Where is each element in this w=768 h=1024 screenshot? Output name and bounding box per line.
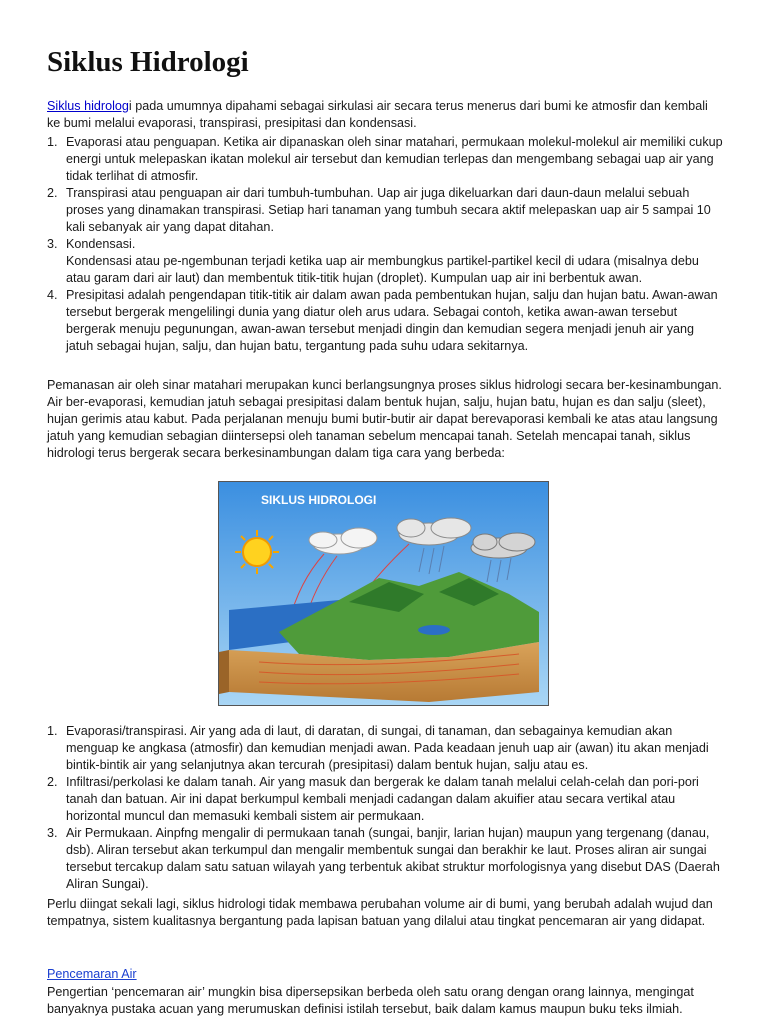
intro-text: i pada umumnya dipahami sebagai sirkulasi air secara terus menerus dari bumi ke atmosfir dan kembali ke bumi melalui evaporasi, transpirasi, presipitasi dan kondensasi. xyxy=(47,99,708,130)
list-subtext: Kondensasi atau pe-ngembunan terjadi ketika uap air membungkus partikel-partikel kecil di udara (misalnya debu atau garam dari air laut) dan membentuk titik-titik hujan (droplet). Kumpulan uap air ini berbentuk awan. xyxy=(66,254,699,285)
siklus-hidrologi-link[interactable]: Siklus hidrolog xyxy=(47,99,129,113)
lake xyxy=(418,625,450,635)
list-number: 2. xyxy=(47,186,58,200)
page-title: Siklus Hidrologi xyxy=(47,46,249,78)
list-text: Evaporasi/transpirasi. Air yang ada di laut, di daratan, di sungai, di tanaman, dan sebagainya kemudian akan menguap ke angkasa (atmosfir) dan kemudian menjadi awan. Pada keadaan jenuh uap air (awan) itu akan menjadi bintik-bintik air yang selanjutnya akan tercurah (presipitasi) dalam bentuk hujan, salju atau es. xyxy=(66,724,709,772)
list-number: 1. xyxy=(47,724,58,738)
list-number: 4. xyxy=(47,288,58,302)
process-list xyxy=(47,134,723,355)
paragraph-perlu-diingat: Perlu diingat sekali lagi, siklus hidrologi tidak membawa perubahan volume air di bumi, yang berubah adalah wujud dan tempatnya, sistem kualitasnya bergantung pada lapisan batuan yang dilalui atau tingkat pencemaran air yang didapat. xyxy=(47,897,713,928)
list-text: Air Permukaan. Ainpfng mengalir di permukaan tanah (sungai, banjir, larian hujan) maupun yang tergenang (danau, dsb). Aliran tersebut akan terkumpul dan mengalir membentuk sungai dan berakhir ke laut. Proses aliran air sungai tersebut tercakup dalam satu satuan wilayah yang terbentuk akibat struktur morfologisnya yang disebut DAS (Daerah Aliran Sungai). xyxy=(66,826,720,891)
pencemaran-air-link[interactable]: Pencemaran Air xyxy=(47,967,137,981)
list-text: Evaporasi atau penguapan. Ketika air dipanaskan oleh sinar matahari, permukaan molekul-molekul air memiliki cukup energi untuk melepaskan ikatan molekul air tersebut dan kemudian terlepas dan mengembang sebagai uap air yang tidak terlihat di atmosfir. xyxy=(66,135,723,183)
hydrologic-cycle-illustration xyxy=(219,482,548,705)
list-text: Presipitasi adalah pengendapan titik-titik air dalam awan pada pembentukan hujan, salju dan hujan batu. Awan-awan tersebut bergerak mengelilingi dunia yang diatur oleh arus udara. Sebagai contoh, ketika awan-awan tersebut bergerak menuju pegunungan, awan-awan tersebut menjadi dingin dan kemudian segera menjadi jenuh air yang jatuh sebagai hujan, salju, dan hujan batu, tergantung pada suhu udara sekitarnya. xyxy=(66,288,718,353)
list-item xyxy=(47,236,723,287)
intro-paragraph xyxy=(47,98,723,132)
ground-process-list xyxy=(47,723,723,893)
list-item xyxy=(47,185,723,236)
list-number: 3. xyxy=(47,826,58,840)
section-heading xyxy=(47,966,723,983)
hydrologic-cycle-figure xyxy=(218,481,549,706)
list-number: 1. xyxy=(47,135,58,149)
list-item xyxy=(47,774,723,825)
list-item xyxy=(47,134,723,185)
soil-side xyxy=(219,650,229,694)
list-text: Kondensasi. xyxy=(66,237,136,251)
list-text: Transpirasi atau penguapan air dari tumbuh-tumbuhan. Uap air juga dikeluarkan dari daun-daun melalui sebuah proses yang dinamakan transpirasi. Setiap hari tanaman yang tumbuh secara aktif melepaskan uap air 5 sampai 10 kali sebanyak air yang dapat ditahan. xyxy=(66,186,711,234)
list-number: 3. xyxy=(47,237,58,251)
figure-title: SIKLUS HIDROLOGI xyxy=(261,493,377,507)
list-item xyxy=(47,723,723,774)
paragraph-pencemaran: Pengertian ‘pencemaran air’ mungkin bisa dipersepsikan berbeda oleh satu orang dengan orang lainnya, mengingat banyaknya pustaka acuan yang merumuskan definisi istilah tersebut, baik dalam kamus maupun buku teks ilmiah. xyxy=(47,985,694,1016)
list-item xyxy=(47,287,723,355)
paragraph-pemanasan: Pemanasan air oleh sinar matahari merupakan kunci berlangsungnya proses siklus hidrologi secara ber-kesinambungan. Air ber-evaporasi, kemudian jatuh sebagai presipitasi dalam bentuk hujan, salju, hujan batu, hujan es dan salju (sleet), hujan gerimis atau kabut. Pada perjalanan menuju bumi butir-butir air dapat berevaporasi kembali ke atas atau langsung jatuh yang kemudian sebagian diintersepsi oleh tanaman sebelum mencapai tanah. Setelah mencapai tanah, siklus hidrologi terus bergerak secara berkesinambungan dalam tiga cara yang berbeda: xyxy=(47,378,722,460)
list-item xyxy=(47,825,723,893)
list-number: 2. xyxy=(47,775,58,789)
list-text: Infiltrasi/perkolasi ke dalam tanah. Air yang masuk dan bergerak ke dalam tanah melalui celah-celah dan pori-pori tanah dan batuan. Air ini dapat berkumpul kembali menjadi cadangan dalam akuifier atau secara vertikal atau horizontal muncul dan memasuki kembali sistem air permukaan. xyxy=(66,775,699,823)
